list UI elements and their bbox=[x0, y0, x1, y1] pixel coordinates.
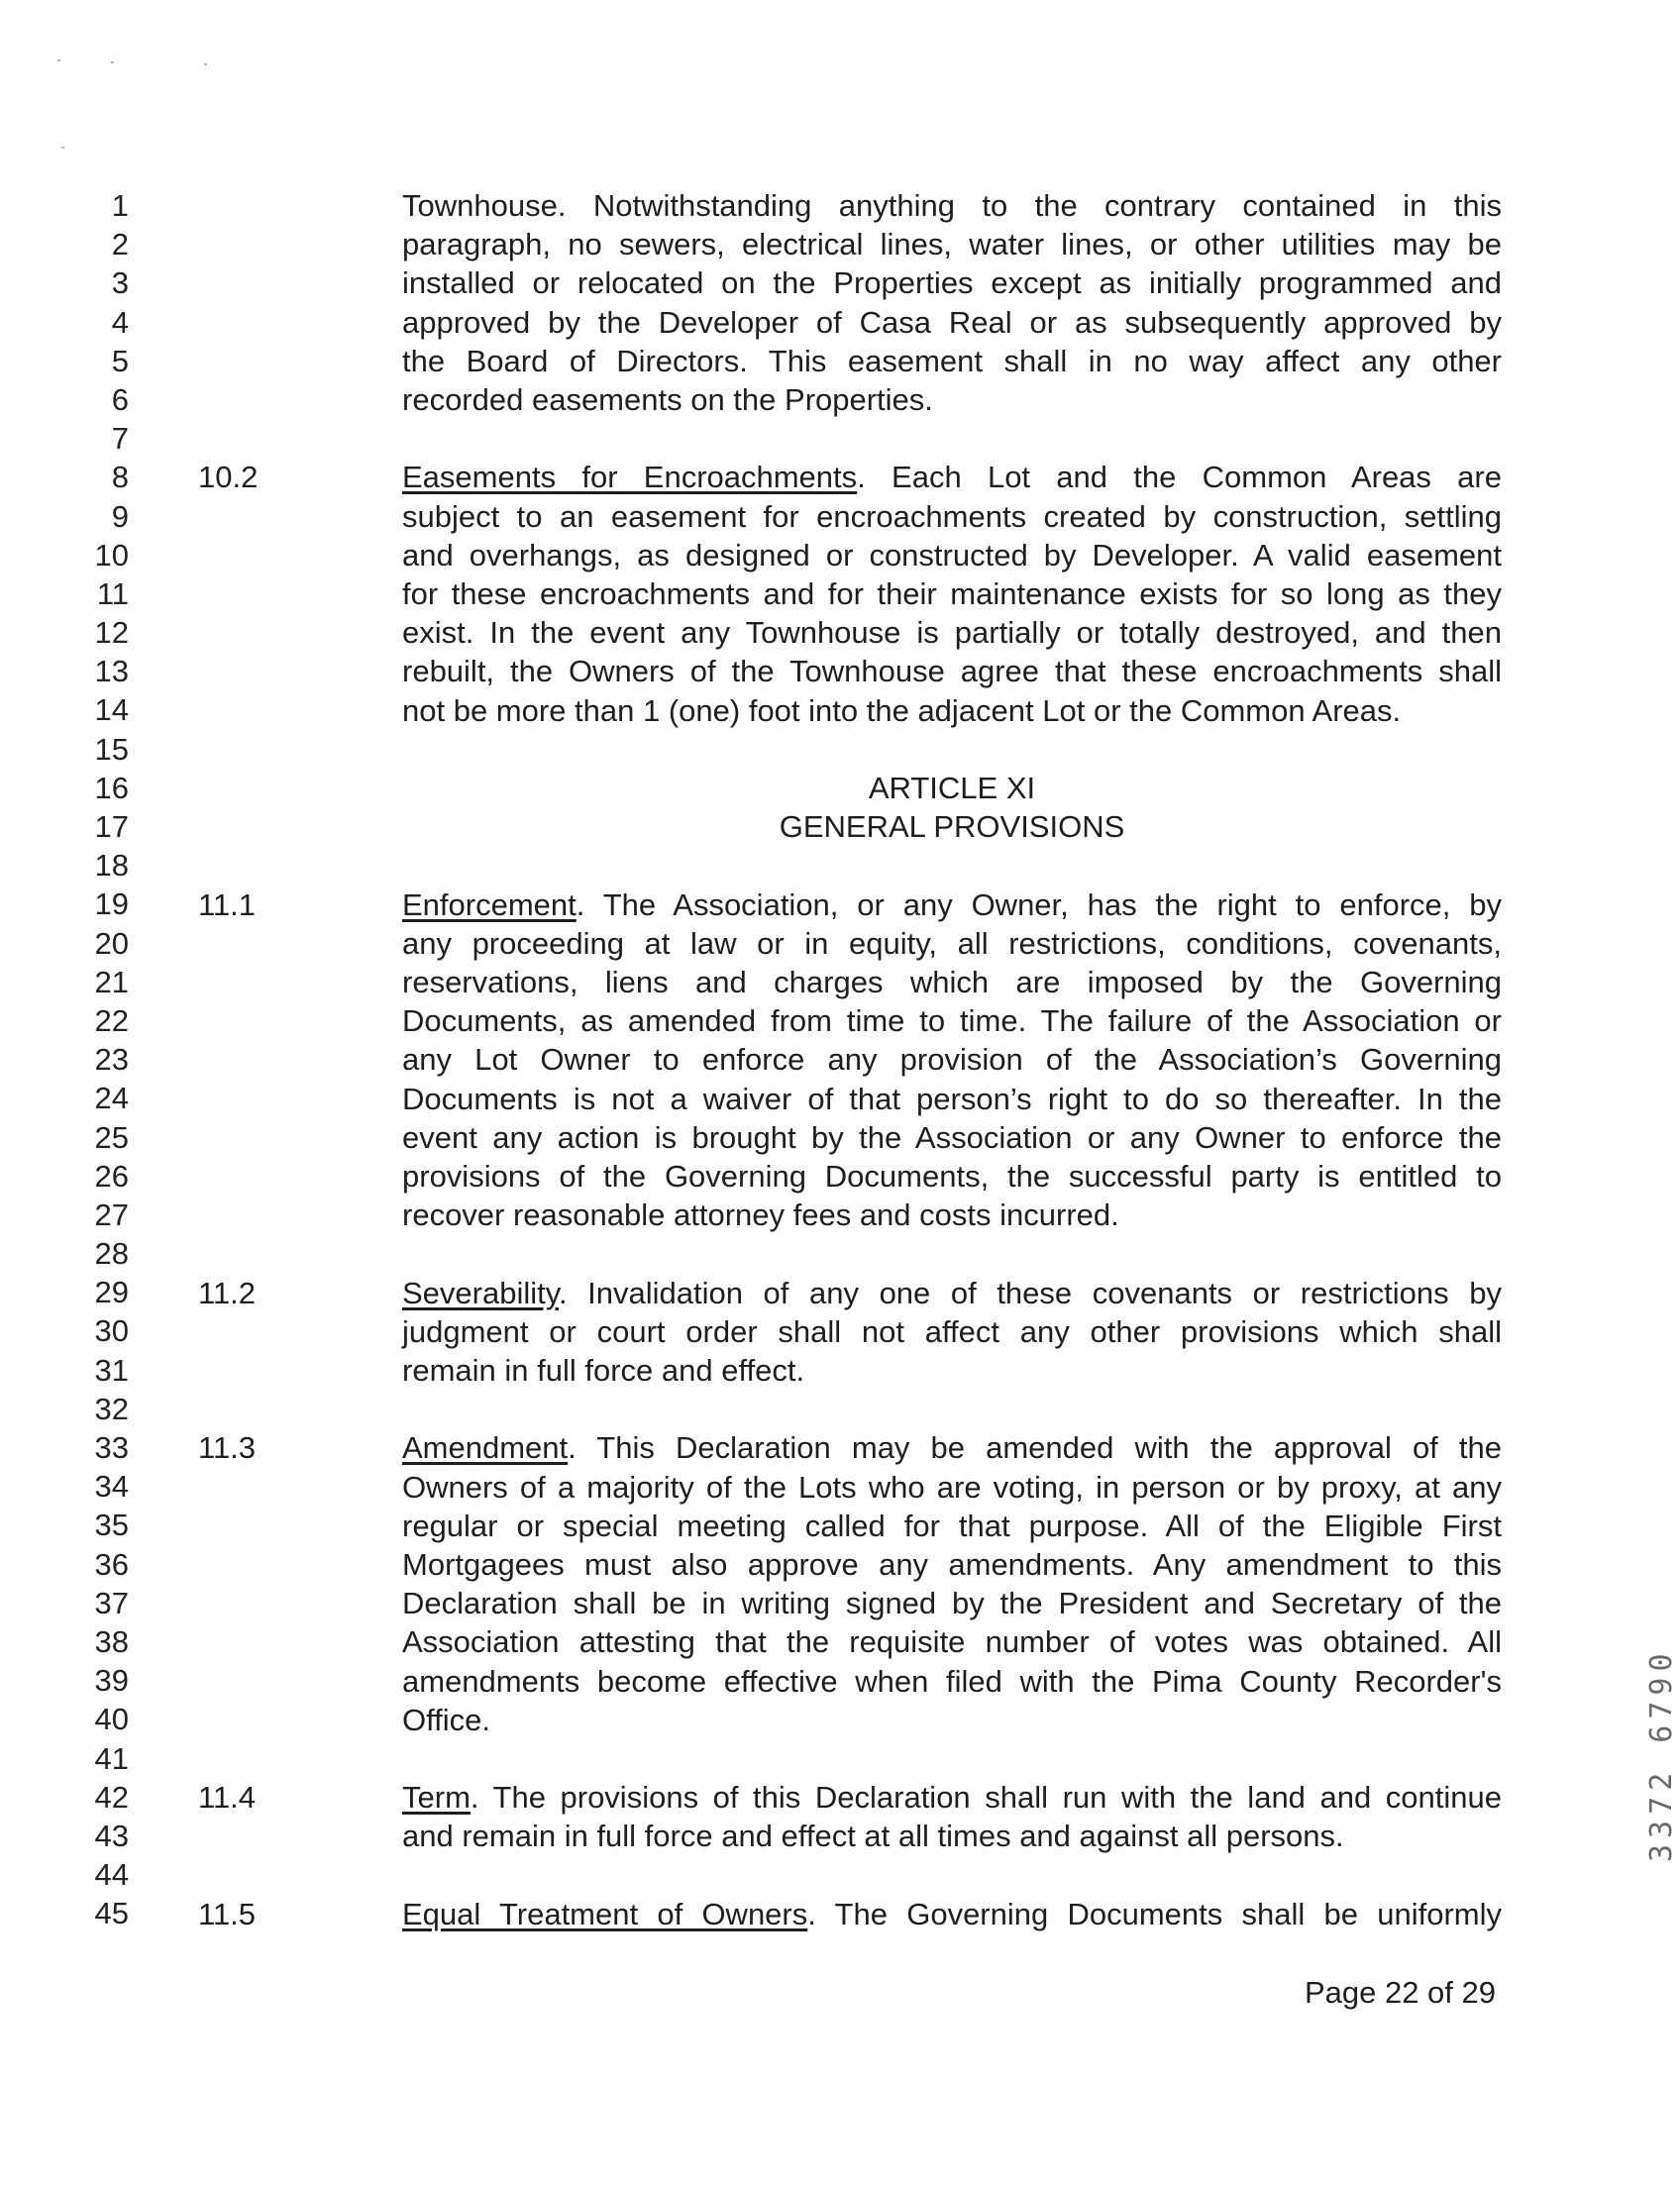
section-first-line: Enforcement. The Association, or any Owner, has the right to enforce, by bbox=[402, 887, 1502, 922]
line-number: 20 bbox=[94, 925, 129, 961]
line-number: 21 bbox=[94, 964, 129, 999]
body-line: Association attesting that the requisite number of votes was obtained. All bbox=[402, 1624, 1502, 1659]
section-first-line: Severability. Invalidation of any one of these covenants or restrictions by bbox=[402, 1276, 1502, 1310]
section-first-line: Equal Treatment of Owners. The Governing Documents shall be uniformly bbox=[402, 1897, 1503, 1931]
line-number: 43 bbox=[94, 1818, 129, 1853]
line-number: 45 bbox=[94, 1896, 129, 1931]
body-line: any Lot Owner to enforce any provision of the Association’s Governing bbox=[402, 1042, 1502, 1077]
body-line: Documents, as amended from time to time. The failure of the Association or bbox=[402, 1003, 1502, 1038]
section-number: 10.2 bbox=[198, 460, 259, 494]
body-line: reservations, liens and charges which are imposed by the Governing bbox=[402, 965, 1502, 999]
line-number: 8 bbox=[111, 460, 129, 495]
line-number: 3 bbox=[111, 265, 129, 301]
line-number: 23 bbox=[94, 1042, 129, 1078]
line-number: 31 bbox=[94, 1352, 129, 1388]
body-line: recover reasonable attorney fees and costs incurred. bbox=[402, 1198, 1119, 1232]
line-number: 27 bbox=[94, 1197, 129, 1232]
body-line: exist. In the event any Townhouse is partially or totally destroyed, and then bbox=[402, 615, 1502, 650]
line-number: 28 bbox=[94, 1236, 129, 1272]
line-number: 9 bbox=[111, 498, 129, 534]
line-number: 41 bbox=[94, 1740, 129, 1776]
line-number: 18 bbox=[94, 848, 129, 884]
body-line: and overhangs, as designed or constructed by Developer. A valid easement bbox=[402, 538, 1502, 573]
body-line: for these encroachments and for their maintenance exists for so long as they bbox=[402, 576, 1502, 611]
body-line: regular or special meeting called for that purpose. All of the Eligible First bbox=[402, 1509, 1502, 1543]
line-number: 34 bbox=[94, 1469, 129, 1505]
article-number: ARTICLE XI bbox=[868, 771, 1036, 805]
body-line: rebuilt, the Owners of the Townhouse agree that these encroachments shall bbox=[402, 654, 1502, 688]
scan-speck bbox=[204, 63, 207, 65]
line-number: 19 bbox=[94, 886, 129, 922]
line-number: 37 bbox=[94, 1585, 129, 1620]
line-number: 7 bbox=[111, 421, 129, 457]
section-first-line: Term. The provisions of this Declaration shall run with the land and continue bbox=[402, 1780, 1502, 1815]
line-number: 22 bbox=[94, 1002, 129, 1038]
line-number: 35 bbox=[94, 1508, 129, 1543]
section-first-line: Amendment. This Declaration may be amended with the approval of the bbox=[402, 1430, 1502, 1465]
body-line: provisions of the Governing Documents, the successful party is entitled to bbox=[402, 1159, 1502, 1194]
scan-speck bbox=[57, 59, 60, 61]
scan-speck bbox=[61, 147, 64, 149]
body-line: subject to an easement for encroachments created by construction, settling bbox=[402, 499, 1502, 534]
section-title: Equal Treatment of Owners bbox=[402, 1897, 808, 1931]
section-number: 11.4 bbox=[198, 1780, 257, 1815]
body-line: remain in full force and effect. bbox=[402, 1353, 805, 1388]
line-number: 15 bbox=[94, 731, 129, 767]
section-number: 11.2 bbox=[198, 1276, 257, 1310]
section-title: Enforcement bbox=[402, 887, 577, 922]
body-line: any proceeding at law or in equity, all restrictions, conditions, covenants, bbox=[402, 926, 1502, 961]
section-first-line: Easements for Encroachments. Each Lot and the Common Areas are bbox=[402, 460, 1502, 494]
line-number: 44 bbox=[94, 1857, 129, 1893]
line-number: 30 bbox=[94, 1313, 129, 1349]
line-number: 33 bbox=[94, 1430, 129, 1465]
line-number: 11 bbox=[96, 575, 129, 611]
line-number: 40 bbox=[94, 1702, 129, 1737]
line-number: 39 bbox=[94, 1663, 129, 1699]
body-line: installed or relocated on the Properties except as initially programmed and bbox=[402, 265, 1502, 300]
body-line: paragraph, no sewers, electrical lines, water lines, or other utilities may be bbox=[402, 227, 1502, 261]
line-number: 17 bbox=[94, 809, 129, 844]
body-line: Declaration shall be in writing signed by the President and Secretary of the bbox=[402, 1586, 1502, 1620]
line-number: 29 bbox=[94, 1275, 129, 1310]
section-title: Amendment bbox=[402, 1430, 569, 1465]
section-number: 11.5 bbox=[198, 1897, 257, 1931]
line-number-column bbox=[69, 186, 129, 1932]
recording-stamp: 3372 6790 bbox=[1644, 1647, 1679, 1862]
line-number: 2 bbox=[111, 227, 129, 262]
line-number: 42 bbox=[94, 1779, 129, 1815]
body-line: recorded easements on the Properties. bbox=[402, 382, 933, 417]
body-line: and remain in full force and effect at all times and against all persons. bbox=[402, 1819, 1344, 1853]
body-line: not be more than 1 (one) foot into the adjacent Lot or the Common Areas. bbox=[402, 693, 1402, 728]
line-number: 1 bbox=[111, 188, 129, 223]
line-number: 25 bbox=[94, 1119, 129, 1155]
line-number: 5 bbox=[111, 343, 129, 378]
line-number: 38 bbox=[94, 1623, 129, 1659]
body-line: Mortgagees must also approve any amendments. Any amendment to this bbox=[402, 1547, 1502, 1582]
body-line: Townhouse. Notwithstanding anything to the contrary contained in this bbox=[402, 188, 1502, 223]
article-title: GENERAL PROVISIONS bbox=[779, 809, 1125, 844]
page-number: Page 22 of 29 bbox=[1304, 1975, 1496, 2010]
section-title: Term bbox=[402, 1780, 471, 1815]
scan-speck bbox=[111, 61, 114, 63]
body-line: the Board of Directors. This easement shall in no way affect any other bbox=[402, 344, 1502, 378]
line-number: 32 bbox=[94, 1391, 129, 1426]
body-line: amendments become effective when filed with the Pima County Recorder's bbox=[402, 1664, 1502, 1699]
line-number: 36 bbox=[94, 1546, 129, 1582]
line-number: 16 bbox=[94, 770, 129, 805]
line-number: 24 bbox=[94, 1081, 129, 1116]
section-title: Severability bbox=[402, 1276, 559, 1310]
line-number: 13 bbox=[94, 654, 129, 689]
line-number: 6 bbox=[111, 381, 129, 417]
section-title: Easements for Encroachments bbox=[402, 460, 858, 494]
section-number: 11.1 bbox=[198, 887, 257, 922]
line-number: 14 bbox=[94, 692, 129, 728]
body-line: approved by the Developer of Casa Real or as subsequently approved by bbox=[402, 305, 1502, 340]
body-line: judgment or court order shall not affect any other provisions which shall bbox=[402, 1314, 1502, 1349]
line-number: 4 bbox=[111, 304, 129, 340]
line-number: 10 bbox=[94, 537, 129, 573]
body-line: Owners of a majority of the Lots who are voting, in person or by proxy, at any bbox=[402, 1470, 1502, 1505]
body-line: Documents is not a waiver of that person’s right to do so thereafter. In the bbox=[402, 1082, 1502, 1116]
line-number: 26 bbox=[94, 1158, 129, 1194]
body-line: Office. bbox=[402, 1703, 491, 1737]
section-number: 11.3 bbox=[198, 1430, 257, 1465]
line-number: 12 bbox=[94, 615, 129, 651]
body-line: event any action is brought by the Association or any Owner to enforce the bbox=[402, 1120, 1502, 1155]
